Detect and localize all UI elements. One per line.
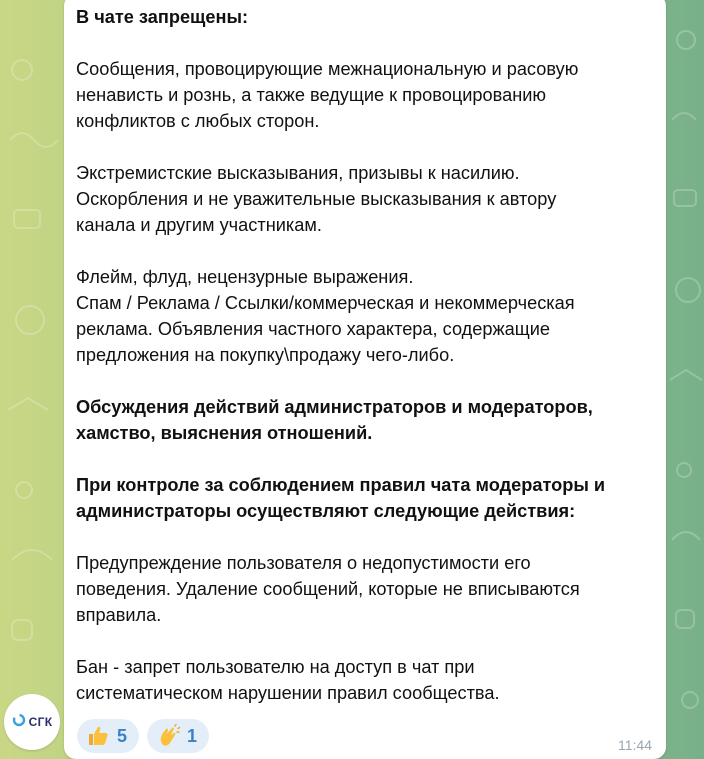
message-paragraph: Сообщения, провоцирующие межнациональную и расовую ненависть и рознь, а также ведущие к провоцированию конфликтов с любых сторон. — [76, 59, 579, 131]
channel-avatar[interactable] — [4, 694, 60, 750]
message-text — [76, 4, 651, 706]
reaction-thumbs-up[interactable] — [77, 719, 139, 753]
message-paragraph: Бан - запрет пользователю на доступ в чат при систематическом нарушении правил сообщества. — [76, 657, 500, 703]
message-paragraph: Экстремистские высказывания, призывы к насилию. Оскорбления и не уважительные высказывания к автору канала и другим участникам. — [76, 163, 557, 235]
clapping-hands-icon — [157, 724, 181, 748]
message-paragraph: Предупреждение пользователя о недопустимости его поведения. Удаление сообщений, которые не вписываются вправила. — [76, 553, 580, 625]
reaction-count: 5 — [117, 725, 128, 746]
message-paragraph: Обсуждения действий администраторов и модераторов, хамство, выяснения отношений. — [76, 397, 593, 443]
avatar-label: СГК — [28, 715, 53, 729]
logo-ring-icon — [12, 713, 26, 732]
message-paragraph: Флейм, флуд, нецензурные выражения. Спам / Реклама / Ссылки/коммерческая и некоммерческая реклама. Объявления частного характера, содержащие предложения на покупку\продажу чего-либо. — [76, 267, 575, 365]
message-paragraph: При контроле за соблюдением правил чата модераторы и администраторы осуществляют следующие действия: — [76, 475, 606, 521]
message-time: 11:44 — [618, 737, 652, 753]
thumbs-up-icon — [87, 724, 111, 748]
message-paragraph: В чате запрещены: — [76, 7, 249, 27]
reactions-bar — [77, 719, 209, 753]
reaction-clapping-hands[interactable] — [147, 719, 209, 753]
reaction-count: 1 — [187, 725, 198, 746]
